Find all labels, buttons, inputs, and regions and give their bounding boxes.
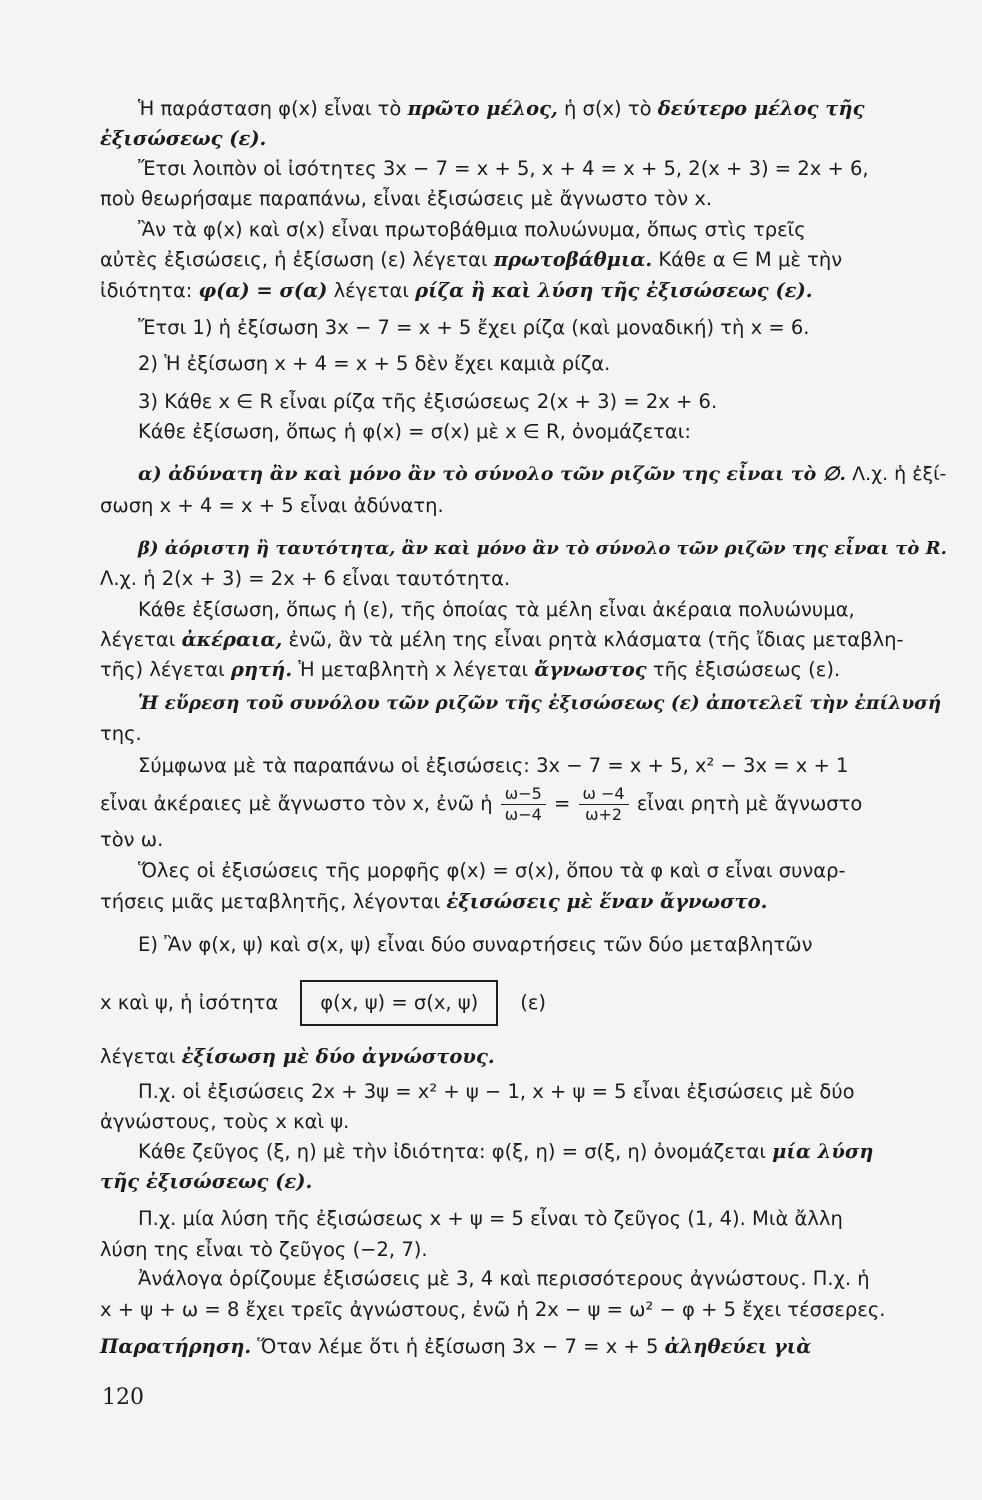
text-line: Ἡ εὕρεση τοῦ συνόλου τῶν ριζῶν τῆς ἐξισώσεως (ε) ἀποτελεῖ τὴν ἐπίλυσή bbox=[138, 693, 942, 714]
text-line: σωση x + 4 = x + 5 εἶναι ἀδύνατη. bbox=[100, 494, 444, 517]
text-line: λέγεται ἀκέραια, ἐνῶ, ἂν τὰ μέλη της εἶναι ρητὰ κλάσματα (τῆς ἴδιας μεταβλη- bbox=[100, 628, 904, 651]
text-line: Λ.χ. ἡ 2(x + 3) = 2x + 6 εἶναι ταυτότητα. bbox=[100, 567, 511, 590]
text-line: Κάθε ἐξίσωση, ὅπως ἡ (ε), τῆς ὁποίας τὰ μέλη εἶναι ἀκέραια πολυώνυμα, bbox=[138, 598, 855, 621]
text-line: αὐτὲς ἐξισώσεις, ἡ ἐξίσωση (ε) λέγεται πρωτοβάθμια. Κάθε α ∈ M μὲ τὴν bbox=[100, 248, 843, 271]
text-line: λέγεται ἐξίσωση μὲ δύο ἀγνώστους. bbox=[100, 1045, 495, 1068]
text-line: λύση της εἶναι τὸ ζεῦγος (−2, 7). bbox=[100, 1238, 428, 1261]
text-line: x + ψ + ω = 8 ἔχει τρεῖς ἀγνώστους, ἐνῶ ἡ 2x − ψ = ω² − φ + 5 ἔχει τέσσερες. bbox=[100, 1298, 886, 1321]
text-line: Π.χ. οἱ ἐξισώσεις 2x + 3ψ = x² + ψ − 1, x + ψ = 5 εἶναι ἐξισώσεις μὲ δύο bbox=[138, 1080, 855, 1103]
text-line: Ἡ παράσταση φ(x) εἶναι τὸ πρῶτο μέλος, ἡ σ(x) τὸ δεύτερο μέλος τῆς bbox=[138, 97, 865, 120]
text-line: τῆς) λέγεται ρητή. Ἡ μεταβλητὴ x λέγεται ἄγνωστος τῆς ἐξισώσεως (ε). bbox=[100, 658, 841, 681]
page-number: 120 bbox=[102, 1385, 144, 1410]
text-line: ποὺ θεωρήσαμε παραπάνω, εἶναι ἐξισώσεις μὲ ἄγνωστο τὸν x. bbox=[100, 187, 713, 210]
text-line: τῆς ἐξισώσεως (ε). bbox=[100, 1170, 313, 1193]
text-line: εἶναι ἀκέραιες μὲ ἄγνωστο τὸν x, ἐνῶ ἡ $\frac{\omega-5}{\omega-4}$ = $\frac{\omega -4}{\omega+2}$ εἶναι ρητὴ μὲ ἄγνωστο bbox=[100, 784, 863, 824]
text-line: τὸν ω. bbox=[100, 828, 164, 851]
text-line: τήσεις μιᾶς μεταβλητῆς, λέγονται ἐξισώσεις μὲ ἕναν ἄγνωστο. bbox=[100, 890, 768, 913]
text-line: Ἀνάλογα ὁρίζουμε ἐξισώσεις μὲ 3, 4 καὶ περισσότερους ἀγνώστους. Π.χ. ἡ bbox=[138, 1267, 870, 1290]
text-line: ἰδιότητα: φ(α) = σ(α) λέγεται ρίζα ἢ καὶ λύση τῆς ἐξισώσεως (ε). bbox=[100, 279, 813, 302]
fraction: $\frac{\omega -4}{\omega+2}$ bbox=[579, 784, 629, 825]
fraction: $\frac{\omega-5}{\omega-4}$ bbox=[501, 784, 546, 825]
text-line: Ἔτσι 1) ἡ ἐξίσωση 3x − 7 = x + 5 ἔχει ρίζα (καὶ μοναδική) τὴ x = 6. bbox=[138, 316, 810, 339]
text-line: Ε) Ἂν φ(x, ψ) καὶ σ(x, ψ) εἶναι δύο συναρτήσεις τῶν δύο μεταβλητῶν bbox=[138, 933, 813, 956]
boxed-equation: φ(x, ψ) = σ(x, ψ) bbox=[300, 980, 498, 1026]
text-line: α) ἀδύνατη ἂν καὶ μόνο ἂν τὸ σύνολο τῶν ριζῶν της εἶναι τὸ ∅. Λ.χ. ἡ ἐξί- bbox=[138, 463, 947, 485]
text-line: Σύμφωνα μὲ τὰ παραπάνω οἱ ἐξισώσεις: 3x − 7 = x + 5, x² − 3x = x + 1 bbox=[138, 754, 849, 777]
text-line: x καὶ ψ, ἡ ἰσότητα φ(x, ψ) = σ(x, ψ) (ε) bbox=[100, 980, 952, 1028]
text-line: Ὅλες οἱ ἐξισώσεις τῆς μορφῆς φ(x) = σ(x), ὅπου τὰ φ καὶ σ εἶναι συναρ- bbox=[138, 859, 846, 882]
text-line: Παρατήρηση. Ὅταν λέμε ὅτι ἡ ἐξίσωση 3x − 7 = x + 5 ἀληθεύει γιὰ bbox=[100, 1335, 812, 1358]
text-line: β) ἀόριστη ἢ ταυτότητα, ἂν καὶ μόνο ἂν τὸ σύνολο τῶν ριζῶν της εἶναι τὸ R. bbox=[138, 538, 947, 559]
text-line: Κάθε ζεῦγος (ξ, η) μὲ τὴν ἰδιότητα: φ(ξ, η) = σ(ξ, η) ὀνομάζεται μία λύση bbox=[138, 1140, 874, 1163]
text-line: ἀγνώστους, τοὺς x καὶ ψ. bbox=[100, 1110, 350, 1133]
text-line: 2) Ἡ ἐξίσωση x + 4 = x + 5 δὲν ἔχει καμιὰ ρίζα. bbox=[138, 352, 611, 375]
text-line: Ἂν τὰ φ(x) καὶ σ(x) εἶναι πρωτοβάθμια πολυώνυμα, ὅπως στὶς τρεῖς bbox=[138, 218, 806, 241]
text-line: ἐξισώσεως (ε). bbox=[100, 127, 267, 150]
text-line: Κάθε ἐξίσωση, ὅπως ἡ φ(x) = σ(x) μὲ x ∈ R, ὀνομάζεται: bbox=[138, 420, 691, 443]
text-line: της. bbox=[100, 722, 142, 745]
text-line: Ἔτσι λοιπὸν οἱ ἰσότητες 3x − 7 = x + 5, x + 4 = x + 5, 2(x + 3) = 2x + 6, bbox=[138, 157, 869, 180]
text-line: Π.χ. μία λύση τῆς ἐξισώσεως x + ψ = 5 εἶναι τὸ ζεῦγος (1, 4). Μιὰ ἄλλη bbox=[138, 1207, 843, 1230]
text-line: 3) Κάθε x ∈ R εἶναι ρίζα τῆς ἐξισώσεως 2(x + 3) = 2x + 6. bbox=[138, 390, 718, 413]
